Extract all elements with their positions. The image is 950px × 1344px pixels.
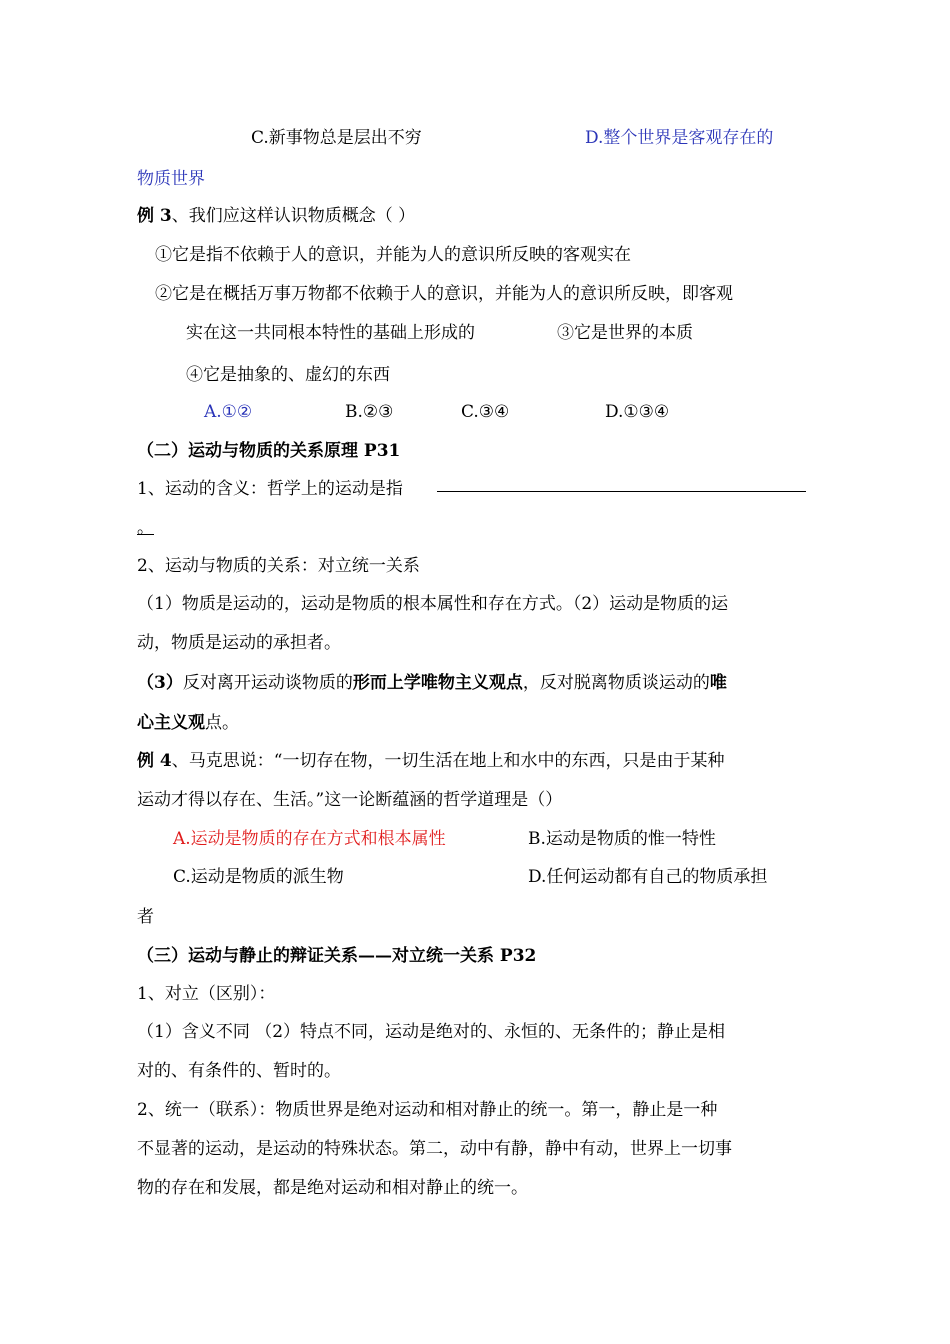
p4-text-3: 点。: [205, 713, 239, 733]
p4-bold-3: 心主义观: [137, 713, 205, 733]
section-3-p3-cont-1: 不显著的运动，是运动的特殊状态。第二，动中有静，静中有动，世界上一切事: [137, 1139, 732, 1159]
ex2-option-c: C.新事物总是层出不穷: [251, 128, 422, 148]
section-3-heading: （三）运动与静止的辩证关系——对立统一关系 P32: [137, 946, 537, 966]
ex2-option-d-cont: 物质世界: [137, 169, 205, 189]
ex4-question: [137, 750, 724, 772]
section-2-p2: 2、运动与物质的关系：对立统一关系: [137, 556, 420, 576]
ex3-label: 例 3: [137, 206, 172, 226]
section-2-p3-cont: 动，物质是运动的承担者。: [137, 633, 341, 653]
ex4-option-a: A.运动是物质的存在方式和根本属性: [173, 829, 446, 849]
section-3-p1: 1、对立（区别）：: [137, 984, 276, 1004]
section-3-p3-cont-2: 物的存在和发展，都是绝对运动和相对静止的统一。: [137, 1178, 528, 1198]
section-2-p4-cont: [137, 712, 239, 734]
p4-number: （3）: [137, 673, 183, 693]
ex4-option-b: B.运动是物质的惟一特性: [528, 829, 716, 849]
section-3-p2-cont: 对的、有条件的、暂时的。: [137, 1061, 341, 1081]
ex3-item-4: ④它是抽象的、虚幻的东西: [186, 365, 390, 385]
fill-in-blank-end: 。: [137, 518, 154, 538]
ex4-label: 例 4: [137, 751, 172, 771]
section-3-p3: 2、统一（联系）：物质世界是绝对运动和相对静止的统一。第一，静止是一种: [137, 1100, 718, 1120]
ex3-question: [137, 205, 415, 227]
ex3-option-a: A.①②: [204, 402, 253, 422]
ex3-question-text: 、我们应这样认识物质概念（ ）: [171, 206, 416, 226]
ex4-option-c: C.运动是物质的派生物: [173, 867, 344, 887]
p4-text-2: ，反对脱离物质谈运动的: [522, 673, 710, 693]
section-2-p3: （1）物质是运动的，运动是物质的根本属性和存在方式。（2）运动是物质的运: [137, 594, 729, 614]
p4-bold-2: 唯: [709, 673, 727, 693]
fill-in-blank-line: [437, 471, 806, 492]
section-3-p2: （1）含义不同 （2）特点不同，运动是绝对的、永恒的、无条件的；静止是相: [137, 1022, 726, 1042]
ex3-item-2: ②它是在概括万事万物都不依赖于人的意识，并能为人的意识所反映，即客观: [155, 284, 733, 304]
section-2-p4: [137, 672, 727, 694]
ex3-item-2-cont: 实在这一共同根本特性的基础上形成的: [186, 323, 475, 343]
ex3-option-b: B.②③: [345, 402, 394, 422]
section-2-p1: 1、运动的含义：哲学上的运动是指: [137, 479, 403, 499]
ex4-option-d: D.任何运动都有自己的物质承担: [528, 867, 768, 887]
ex3-item-3: ③它是世界的本质: [557, 323, 693, 343]
section-2-heading: （二）运动与物质的关系原理 P31: [137, 441, 401, 461]
ex3-option-d: D.①③④: [605, 402, 670, 422]
p4-bold-1: 形而上学唯物主义观点: [352, 673, 523, 693]
ex2-option-d: D.整个世界是客观存在的: [585, 128, 774, 148]
ex3-item-1: ①它是指不依赖于人的意识，并能为人的意识所反映的客观实在: [155, 245, 631, 265]
ex4-option-d-cont: 者: [137, 907, 154, 927]
ex3-option-c: C.③④: [461, 402, 510, 422]
ex4-question-text: 、马克思说：“一切存在物，一切生活在地上和水中的东西，只是由于某种: [171, 751, 725, 771]
p4-text-1: 反对离开运动谈物质的: [182, 673, 353, 693]
ex4-question-cont: 运动才得以存在、生活。”这一论断蕴涵的哲学道理是（）: [137, 790, 563, 810]
